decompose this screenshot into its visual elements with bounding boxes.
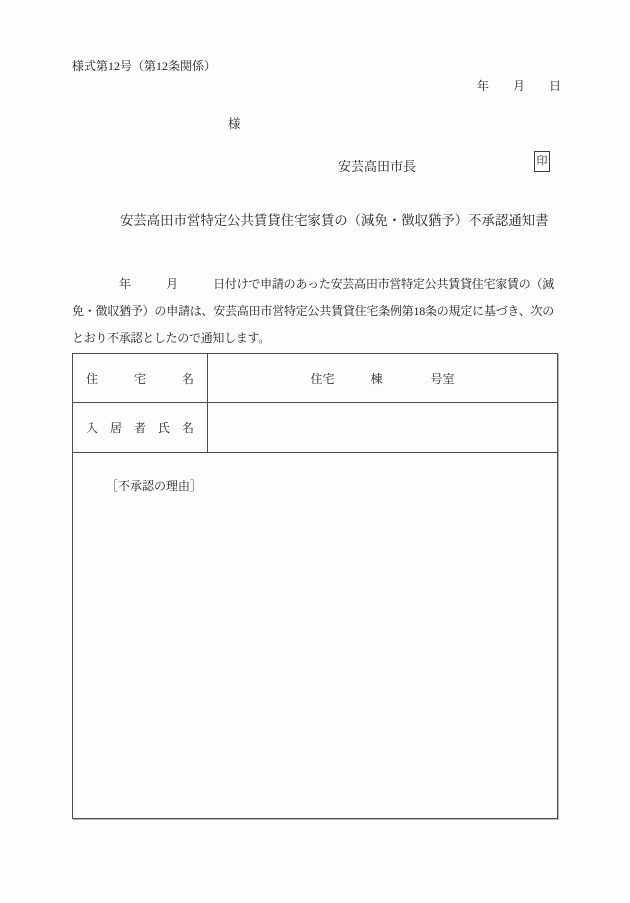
sender-title: 安芸高田市長 [338, 159, 417, 174]
document-title: 安芸高田市営特定公共賃貸住宅家賃の（減免・徴収猶予）不承認通知書 [120, 213, 549, 228]
housing-name-label: 住 宅 名 [73, 354, 208, 402]
body-paragraph: 年 月 日付けで申請のあった安芸高田市営特定公共賃貸住宅家賃の（減免・徴収猶予）の申請は、安芸高田市営特定公共賃貸住宅条例第18条の規定に基づき、次のとおり不承認としたので通知します。 [72, 277, 554, 345]
table-row-housing-name [73, 354, 557, 403]
housing-name-value: 住宅 棟 号室 [310, 371, 455, 386]
resident-name-value [208, 403, 557, 452]
seal-mark: 印 [536, 155, 548, 167]
reason-label: ［不承認の理由］ [106, 479, 203, 493]
seal-box [534, 151, 550, 172]
form-table [72, 353, 558, 819]
addressee-suffix: 様 [228, 117, 241, 131]
reason-cell [73, 453, 557, 818]
resident-name-label: 入 居 者 氏 名 [73, 403, 208, 452]
form-number: 様式第12号（第12条関係） [72, 59, 217, 73]
table-row-resident-name [73, 403, 557, 453]
table-row-reason [73, 453, 557, 818]
issue-date-line: 年 月 日 [477, 79, 562, 93]
